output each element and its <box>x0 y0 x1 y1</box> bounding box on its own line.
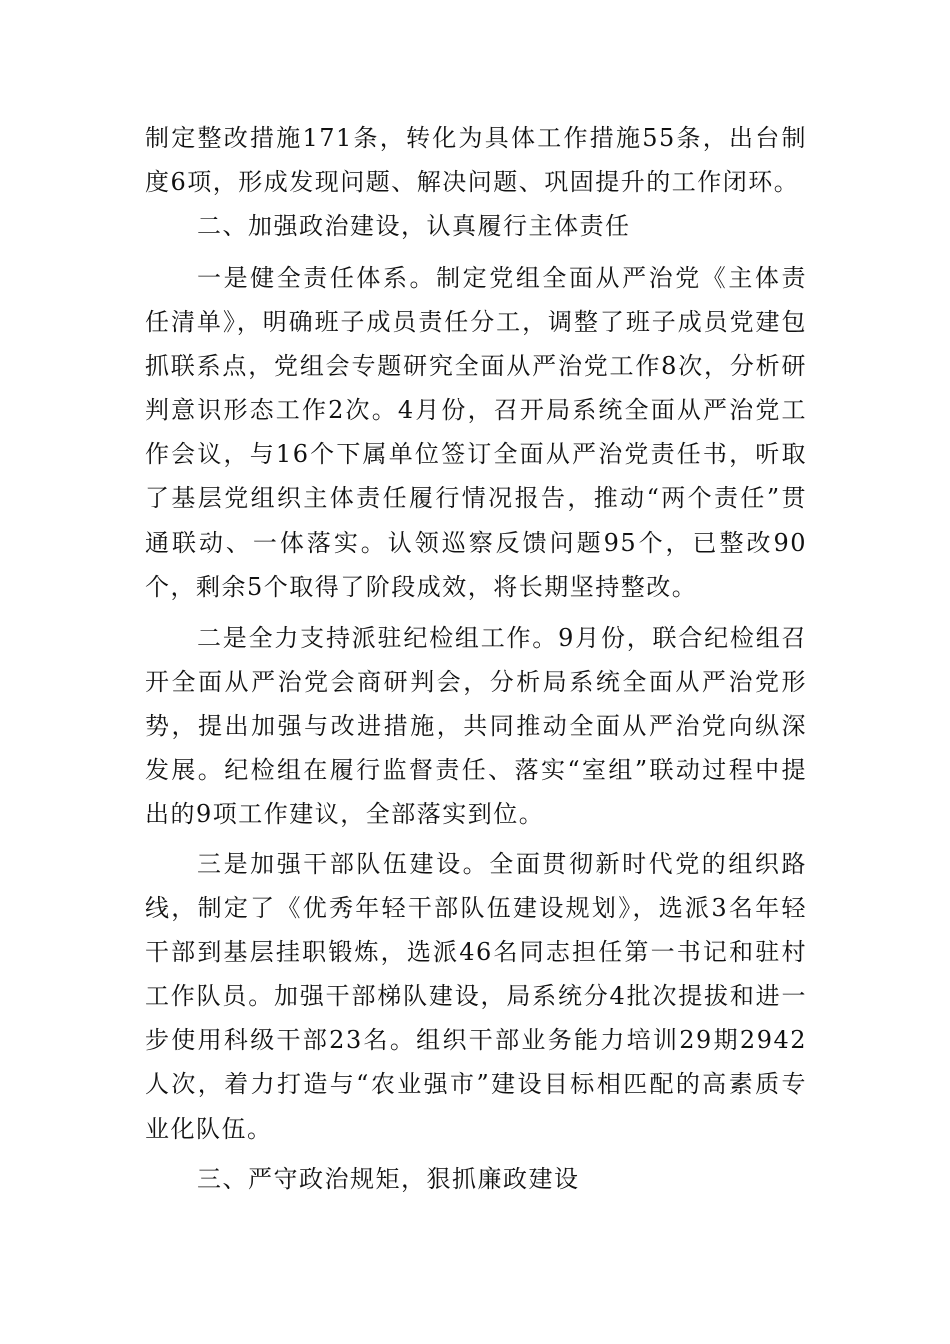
paragraph-cadre-team: 三是加强干部队伍建设。全面贯彻新时代党的组织路线，制定了《优秀年轻干部队伍建设规划》，选派3名年轻干部到基层挂职锻炼，选派46名同志担任第一书记和驻村工作队员。加强干部梯队建设，局系统分4批次提拔和进一步使用科级干部23名。组织干部业务能力培训29期2942人次，着力打造与“农业强市”建设目标相匹配的高素质专业化队伍。 <box>145 850 807 1143</box>
paragraph-responsibility-system: 一是健全责任体系。制定党组全面从严治党《主体责任清单》，明确班子成员责任分工，调整了班子成员党建包抓联系点，党组会专题研究全面从严治党工作8次，分析研判意识形态工作2次。4月份，召开局系统全面从严治党工作会议，与16个下属单位签订全面从严治党责任书，听取了基层党组织主体责任履行情况报告，推动“两个责任”贯通联动、一体落实。认领巡察反馈问题95个，已整改90个，剩余5个取得了阶段成效，将长期坚持整改。 <box>145 264 807 601</box>
paragraph-continuation: 制定整改措施171条，转化为具体工作措施55条，出台制度6项，形成发现问题、解决问题、巩固提升的工作闭环。 <box>145 124 807 197</box>
section-heading-2: 二、加强政治建设，认真履行主体责任 <box>197 212 631 240</box>
section-heading-3: 三、严守政治规矩，狠抓廉政建设 <box>197 1165 580 1193</box>
paragraph-discipline-group: 二是全力支持派驻纪检组工作。9月份，联合纪检组召开全面从严治党会商研判会，分析局系统全面从严治党形势，提出加强与改进措施，共同推动全面从严治党向纵深发展。纪检组在履行监督责任、落实“室组”联动过程中提出的9项工作建议，全部落实到位。 <box>145 624 807 829</box>
